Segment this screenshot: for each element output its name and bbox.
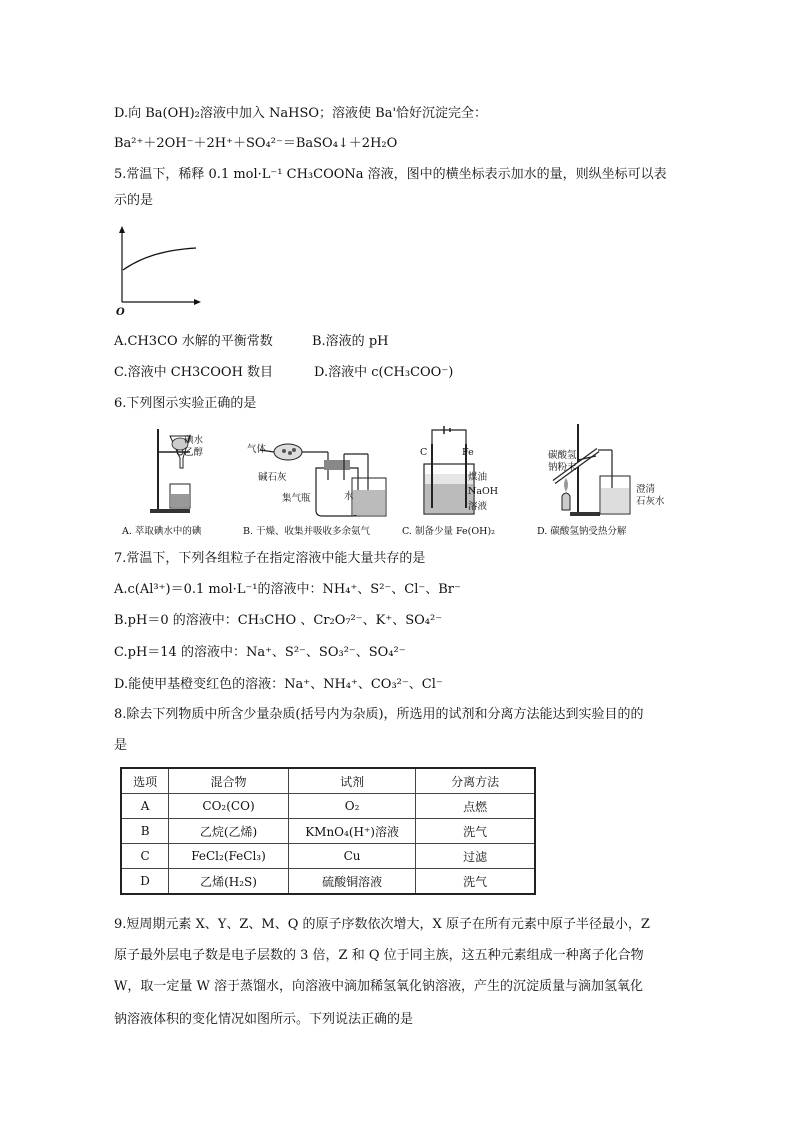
table-cell: FeCl₂(FeCl₃) [169, 844, 289, 869]
q9-line4: 钠溶液体积的变化情况如图所示。下列说法正确的是 [114, 1012, 414, 1027]
q5-stem-line1: 5.常温下，稀释 0.1 mol·L⁻¹ CH₃COONa 溶液，图中的横坐标表示加水的量，则纵坐标可以表 [114, 167, 667, 182]
q6-fig-d-label-powder1: 碳酸氢 [548, 450, 577, 461]
table-cell: 点燃 [416, 794, 535, 819]
q8-stem-line1: 8.除去下列物质中所含少量杂质(括号内为杂质)，所选用的试剂和分离方法能达到实验目的的 [114, 707, 644, 722]
q6-fig-c-label-fe: Fe [462, 447, 474, 458]
q6-caption-d: D. 碳酸氢钠受热分解 [537, 526, 627, 537]
table-row [121, 819, 535, 844]
table-row [121, 869, 535, 895]
q5-graph [112, 224, 202, 316]
table-cell: B [121, 819, 169, 844]
table-cell: 硫酸铜溶液 [288, 869, 416, 895]
q6-fig-d-label-limewater1: 澄清 [636, 484, 656, 495]
q9-line3: W，取一定量 W 溶于蒸馏水，向溶液中滴加稀氢氧化钠溶液，产生的沉淀质量与滴加氢氧化 [114, 979, 643, 994]
q9-line2: 原子最外层电子数是电子层数的 3 倍，Z 和 Q 位于同主族，这五种元素组成一种离子化合物 [114, 948, 644, 963]
q8-table-header-row [121, 768, 535, 794]
q8-table [120, 767, 536, 895]
table-cell: 洗气 [416, 819, 535, 844]
table-cell: D [121, 869, 169, 895]
q5-option-b: B.溶液的 pH [312, 334, 389, 349]
q5-option-a: A.CH3CO 水解的平衡常数 [114, 334, 273, 349]
table-cell: Cu [288, 844, 416, 869]
q4-option-d-equation: Ba²⁺＋2OH⁻＋2H⁺＋SO₄²⁻＝BaSO₄↓＋2H₂O [114, 136, 398, 151]
q8-stem-line2: 是 [114, 738, 128, 753]
q5-graph-x-arrow [194, 299, 201, 305]
table-cell: 乙烯(H₂S) [169, 869, 289, 895]
q6-fig-d-label-limewater2: 石灰水 [636, 496, 665, 507]
q6-fig-b-label-gas: 气体 [247, 444, 267, 455]
table-cell: C [121, 844, 169, 869]
q8-header-reagent: 试剂 [288, 768, 416, 794]
q5-graph-origin-label: O [116, 307, 125, 318]
q8-header-mixture: 混合物 [169, 768, 289, 794]
q8-header-method: 分离方法 [416, 768, 535, 794]
q4-option-d-text: D.向 Ba(OH)₂溶液中加入 NaHSO；溶液使 Ba'恰好沉淀完全： [114, 106, 488, 121]
table-cell: A [121, 794, 169, 819]
table-row [121, 794, 535, 819]
q6-caption-b: B. 干燥、收集并吸收多余氨气 [243, 526, 371, 537]
q5-option-c: C.溶液中 CH3COOH 数目 [114, 365, 274, 380]
table-cell: O₂ [288, 794, 416, 819]
q6-fig-a-label-ethanol: 乙醇 [184, 447, 204, 458]
table-cell: KMnO₄(H⁺)溶液 [288, 819, 416, 844]
q6-stem: 6.下列图示实验正确的是 [114, 396, 257, 411]
q7-option-d: D.能使甲基橙变红色的溶液：Na⁺、NH₄⁺、CO₃²⁻、Cl⁻ [114, 677, 443, 692]
q7-option-b: B.pH＝0 的溶液中：CH₃CHO 、Cr₂O₇²⁻、K⁺、SO₄²⁻ [114, 613, 443, 628]
table-row [121, 844, 535, 869]
q5-graph-y-arrow [119, 226, 125, 233]
q6-fig-a-label-iodine-water: 碘水 [184, 435, 204, 446]
q6-fig-c-label-solution: 溶液 [468, 501, 488, 512]
q6-fig-d-label-powder2: 钠粉末 [548, 462, 577, 473]
table-cell: 洗气 [416, 869, 535, 895]
table-cell: 过滤 [416, 844, 535, 869]
q6-caption-a: A. 萃取碘水中的碘 [122, 526, 202, 537]
q8-header-option: 选项 [121, 768, 169, 794]
q6-figure-a-apparatus [140, 424, 225, 519]
q6-fig-b-label-gas-bottle: 集气瓶 [282, 493, 311, 504]
q6-fig-c-label-naoh: NaOH [468, 486, 499, 497]
q6-fig-b-label-soda-lime: 碱石灰 [258, 472, 287, 483]
q7-stem: 7.常温下，下列各组粒子在指定溶液中能大量共存的是 [114, 551, 426, 566]
q7-option-c: C.pH＝14 的溶液中：Na⁺、S²⁻、SO₃²⁻、SO₄²⁻ [114, 645, 406, 660]
q6-caption-c: C. 制备少量 Fe(OH)₂ [402, 526, 495, 537]
table-cell: 乙烷(乙烯) [169, 819, 289, 844]
q6-fig-c-label-c: C [420, 447, 428, 458]
q5-graph-curve [123, 248, 196, 270]
q6-fig-b-label-water: 水 [344, 491, 354, 502]
q5-option-d: D.溶液中 c(CH₃COO⁻) [314, 365, 454, 380]
q9-line1: 9.短周期元素 X、Y、Z、M、Q 的原子序数依次增大，X 原子在所有元素中原子半径最小，Z [114, 917, 650, 932]
q7-option-a: A.c(Al³⁺)＝0.1 mol·L⁻¹的溶液中：NH₄⁺、S²⁻、Cl⁻、Br⁻ [114, 582, 461, 597]
table-cell: CO₂(CO) [169, 794, 289, 819]
q5-stem-line2: 示的是 [114, 193, 154, 208]
q6-fig-c-label-kerosene: 煤油 [468, 472, 488, 483]
